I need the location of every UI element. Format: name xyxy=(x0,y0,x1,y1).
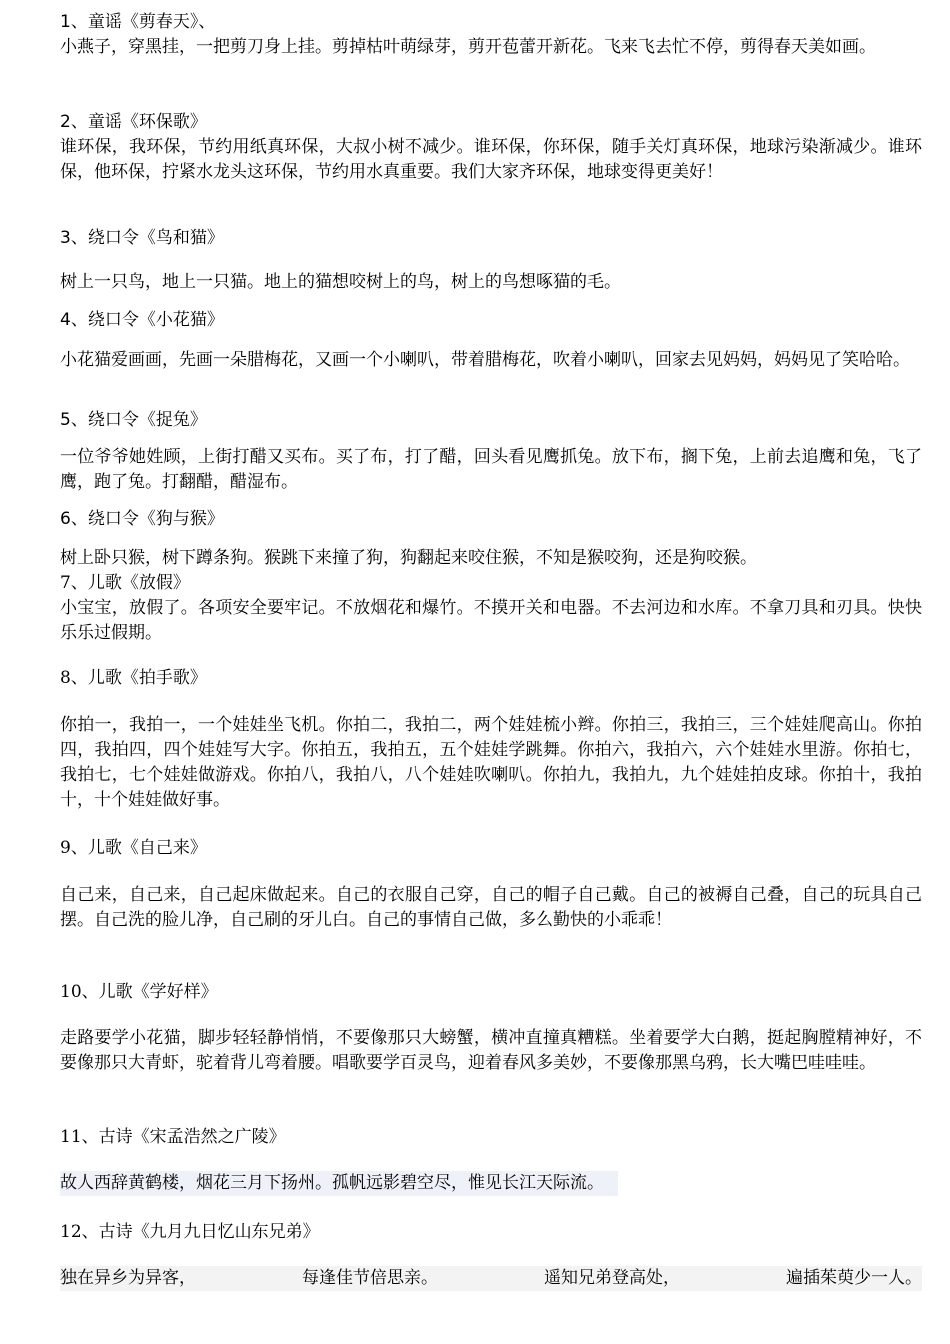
section-title: 2、童谣《环保歌》 xyxy=(60,112,207,132)
section-body: 走路要学小花猫，脚步轻轻静悄悄，不要像那只大螃蟹，横冲直撞真糟糕。坐着要学大白鹅，挺起胸膛精神好，不要像那只大青虾，驼着背儿弯着腰。唱歌要学百灵鸟，迎着春风多美妙，不要像那黑乌鸦，长大嘴巴哇哇哇。 xyxy=(60,1028,922,1073)
poem-line: 每逢佳节倍思亲。 xyxy=(302,1268,438,1288)
section-body: 小花猫爱画画，先画一朵腊梅花，又画一个小喇叭，带着腊梅花，吹着小喇叭，回家去见妈妈，妈妈见了笑哈哈。 xyxy=(60,350,910,370)
section-body: 一位爷爷她姓顾，上街打醋又买布。买了布，打了醋，回头看见鹰抓兔。放下布，搁下兔，上前去追鹰和兔，飞了鹰，跑了兔。打翻醋，醋湿布。 xyxy=(60,447,922,492)
poem-line: 遥知兄弟登高处， xyxy=(544,1268,680,1288)
section-title: 8、儿歌《拍手歌》 xyxy=(60,668,207,688)
section-body: 你拍一，我拍一，一个娃娃坐飞机。你拍二，我拍二，两个娃娃梳小辫。你拍三，我拍三，三个娃娃爬高山。你拍四，我拍四，四个娃娃写大字。你拍五，我拍五，五个娃娃学跳舞。你拍六，我拍六，六个娃娃水里游。你拍七，我拍七，七个娃娃做游戏。你拍八，我拍八，八个娃娃吹喇叭。你拍九，我拍九，九个娃娃拍皮球。你拍十，我拍十，十个娃娃做好事。 xyxy=(60,715,922,810)
section-title: 7、儿歌《放假》 xyxy=(60,573,190,593)
poem-line: 独在异乡为异客， xyxy=(60,1268,196,1288)
section-body: 小宝宝，放假了。各项安全要牢记。不放烟花和爆竹。不摸开关和电器。不去河边和水库。不拿刀具和刃具。快快乐乐过假期。 xyxy=(60,598,922,643)
section-title: 3、绕口令《鸟和猫》 xyxy=(60,228,224,248)
poem-line: 遍插茱萸少一人。 xyxy=(786,1268,922,1288)
section-body: 小燕子，穿黑挂，一把剪刀身上挂。剪掉枯叶萌绿芽，剪开苞蕾开新花。飞来飞去忙不停，剪得春天美如画。 xyxy=(60,37,876,57)
section-body: 自己来，自己来，自己起床做起来。自己的衣服自己穿，自己的帽子自己戴。自己的被褥自己叠，自己的玩具自己摆。自己洗的脸儿净，自己刷的牙儿白。自己的事情自己做，多么勤快的小乖乖！ xyxy=(60,885,922,930)
section-title: 9、儿歌《自己来》 xyxy=(60,838,207,858)
section-title: 1、童谣《剪春天》、 xyxy=(60,12,216,32)
section-body: 树上卧只猴，树下蹲条狗。猴跳下来撞了狗，狗翻起来咬住猴，不知是猴咬狗，还是狗咬猴。 xyxy=(60,548,757,568)
section-body: 谁环保，我环保，节约用纸真环保，大叔小树不减少。谁环保，你环保，随手关灯真环保，地球污染渐减少。谁环保，他环保，拧紧水龙头这环保，节约用水真重要。我们大家齐环保，地球变得更美好！ xyxy=(60,137,922,182)
section-title: 10、儿歌《学好样》 xyxy=(60,982,218,1002)
section-title: 6、绕口令《狗与猴》 xyxy=(60,509,224,529)
section-title: 12、古诗《九月九日忆山东兄弟》 xyxy=(60,1222,320,1242)
poem-lines xyxy=(60,1266,922,1291)
section-title: 4、绕口令《小花猫》 xyxy=(60,310,224,330)
section-title: 5、绕口令《捉兔》 xyxy=(60,410,207,430)
section-body: 树上一只鸟，地上一只猫。地上的猫想咬树上的鸟，树上的鸟想啄猫的毛。 xyxy=(60,272,621,292)
section-title: 11、古诗《宋孟浩然之广陵》 xyxy=(60,1127,286,1147)
section-body xyxy=(60,1171,618,1196)
highlighted-poem-text: 故人西辞黄鹤楼，烟花三月下扬州。孤帆远影碧空尽，惟见长江天际流。 xyxy=(60,1171,618,1196)
